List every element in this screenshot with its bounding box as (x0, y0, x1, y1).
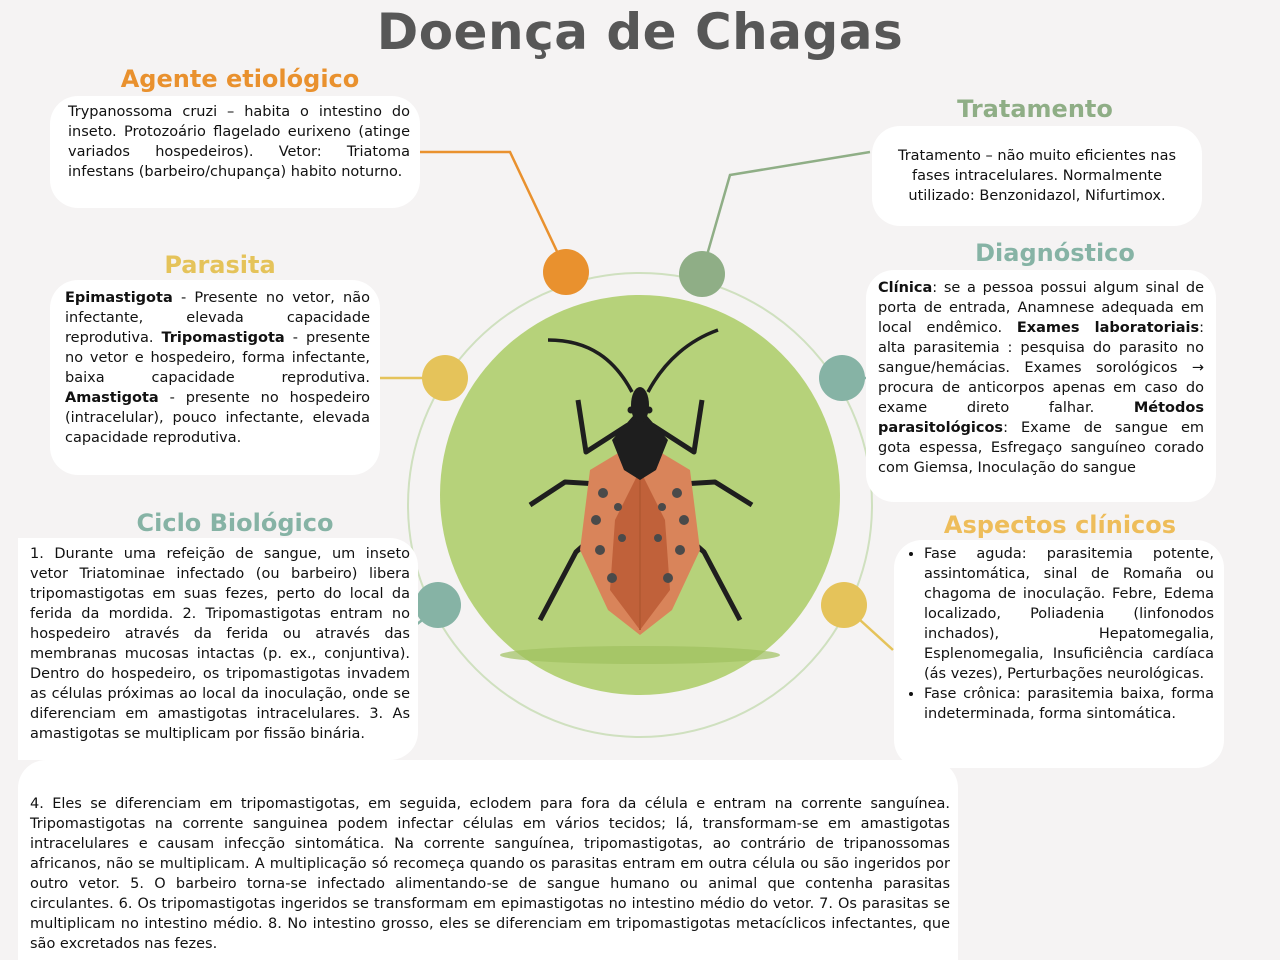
ciclo-text-2: 4. Eles se diferenciam em tripomastigotas, em seguida, eclodem para fora da célula e entram na corrente sanguínea. Tripomastigotas na corrente sanguinea podem infectar células em vários tecidos; lá, transformam-se em amastigotas intracelulares e causam infecção sintomática. Na corrente sanguínea, tripomastigotas, ao contrário de tripanossomas africanos, não se multiplicam. A multiplicação só recomeça quando os parasitas entram em outra célula ou são ingeridos por outro vetor. 5. O barbeiro torna-se infectado alimentando-se de sangue humano ou animal que contenha parasitas circulantes. 6. Os tripomastigotas ingeridos se transformam em epimastigotas no intestino médio do vetor. 7. Os parasitas se multiplicam no intestino médio. 8. No intestino grosso, eles se diferenciam em tripomastigotas metacíclicos infectantes, que são excretados nas fezes. (30, 796, 950, 952)
dot-aspectos (821, 582, 867, 628)
amastigota-label: Amastigota (65, 390, 159, 406)
exames-text: : alta parasitemia : pesquisa do parasito no sangue/hemácias. Exames sorológicos → procura de anticorpos apenas em caso do exame direto falhar. (878, 320, 1204, 416)
diagnostico-heading: Diagnóstico (975, 239, 1135, 267)
connector-aspectos (860, 620, 893, 650)
aspectos-heading: Aspectos clínicos (943, 511, 1177, 539)
diagnostico-card (866, 270, 1216, 502)
tripomastigota-text: - presente no vetor e hospedeiro, forma infectante, baixa capacidade reprodutiva. (65, 330, 370, 386)
epimastigota-label: Epimastigota (65, 290, 173, 306)
dot-tratamento (679, 251, 725, 297)
agente-card (50, 96, 420, 208)
page-title: Doença de Chagas (376, 3, 904, 61)
dot-parasita (422, 355, 468, 401)
ciclo-heading: Ciclo Biológico (136, 509, 334, 537)
exames-label: Exames laboratoriais (1016, 320, 1200, 336)
aspectos-item-aguda: • Fase aguda: parasitemia potente, assintomática, sinal de Romaña ou chagoma de inoculação. Febre, Edema localizado, Poliadenia (linfonodos inchados), Hepatomegalia, Esplenomegalia, Insuficiência cardíaca (ás vezes), Perturbações neurológicas. (924, 544, 1214, 684)
connector-agente (410, 152, 562, 262)
connector-tratamento (705, 152, 870, 262)
agente-text: Trypanossoma cruzi – habita o intestino do inseto. Protozoário flagelado eurixeno (atinge variados hospedeiros). Vetor: Triatoma infestans (barbeiro/chupança) habito noturno. (68, 104, 410, 180)
clinica-text: : se a pessoa possui algum sinal de porta de entrada, Anamnese adequada em local endêmico. (878, 280, 1204, 336)
aspectos-list (904, 544, 1214, 724)
metodos-label: Métodos parasitológicos (878, 400, 1204, 436)
metodos-text: : Exame de sangue em gota espessa, Esfregaço sanguíneo corado com Giemsa, Inoculação do sangue (878, 420, 1204, 476)
ciclo-text-1: 1. Durante uma refeição de sangue, um inseto vetor Triatominae infectado (ou barbeiro) libera tripomastigotas em suas fezes, perto do local da ferida da mordida. 2. Tripomastigotas entram no hospedeiro através da ferida ou através das membranas mucosas intactas (p. ex., conjuntiva). Dentro do hospedeiro, os tripomastigotas invadem as células próximas ao local da inoculação, onde se diferenciam em amastigotas intracelulares. 3. As amastigotas se multiplicam por fissão binária. (30, 546, 410, 742)
clinica-label: Clínica (878, 280, 933, 296)
tratamento-text: Tratamento – não muito eficientes nas fases intracelulares. Normalmente utilizado: Benzonidazol, Nifurtimox. (897, 148, 1177, 204)
dot-agente (543, 249, 589, 295)
agente-heading: Agente etiológico (120, 65, 360, 93)
dot-diagnostico (819, 355, 865, 401)
epimastigota-text: - Presente no vetor, não infectante, elevada capacidade reprodutiva. (65, 290, 370, 346)
dot-ciclo (415, 582, 461, 628)
aspectos-card (894, 540, 1224, 768)
insect-shadow (500, 646, 780, 664)
tripomastigota-label: Tripomastigota (161, 330, 285, 346)
aspectos-item-cronica: • Fase crônica: parasitemia baixa, forma indeterminada, forma sintomática. (924, 684, 1214, 724)
amastigota-text: - presente no hospedeiro (intracelular), pouco infectante, elevada capacidade reprodutiva. (65, 390, 370, 446)
tratamento-heading: Tratamento (957, 95, 1113, 123)
ciclo-card-1 (18, 538, 418, 760)
parasita-card (50, 280, 380, 475)
ciclo-card-2 (18, 760, 958, 960)
parasita-heading: Parasita (164, 251, 276, 279)
tratamento-card (872, 126, 1202, 226)
